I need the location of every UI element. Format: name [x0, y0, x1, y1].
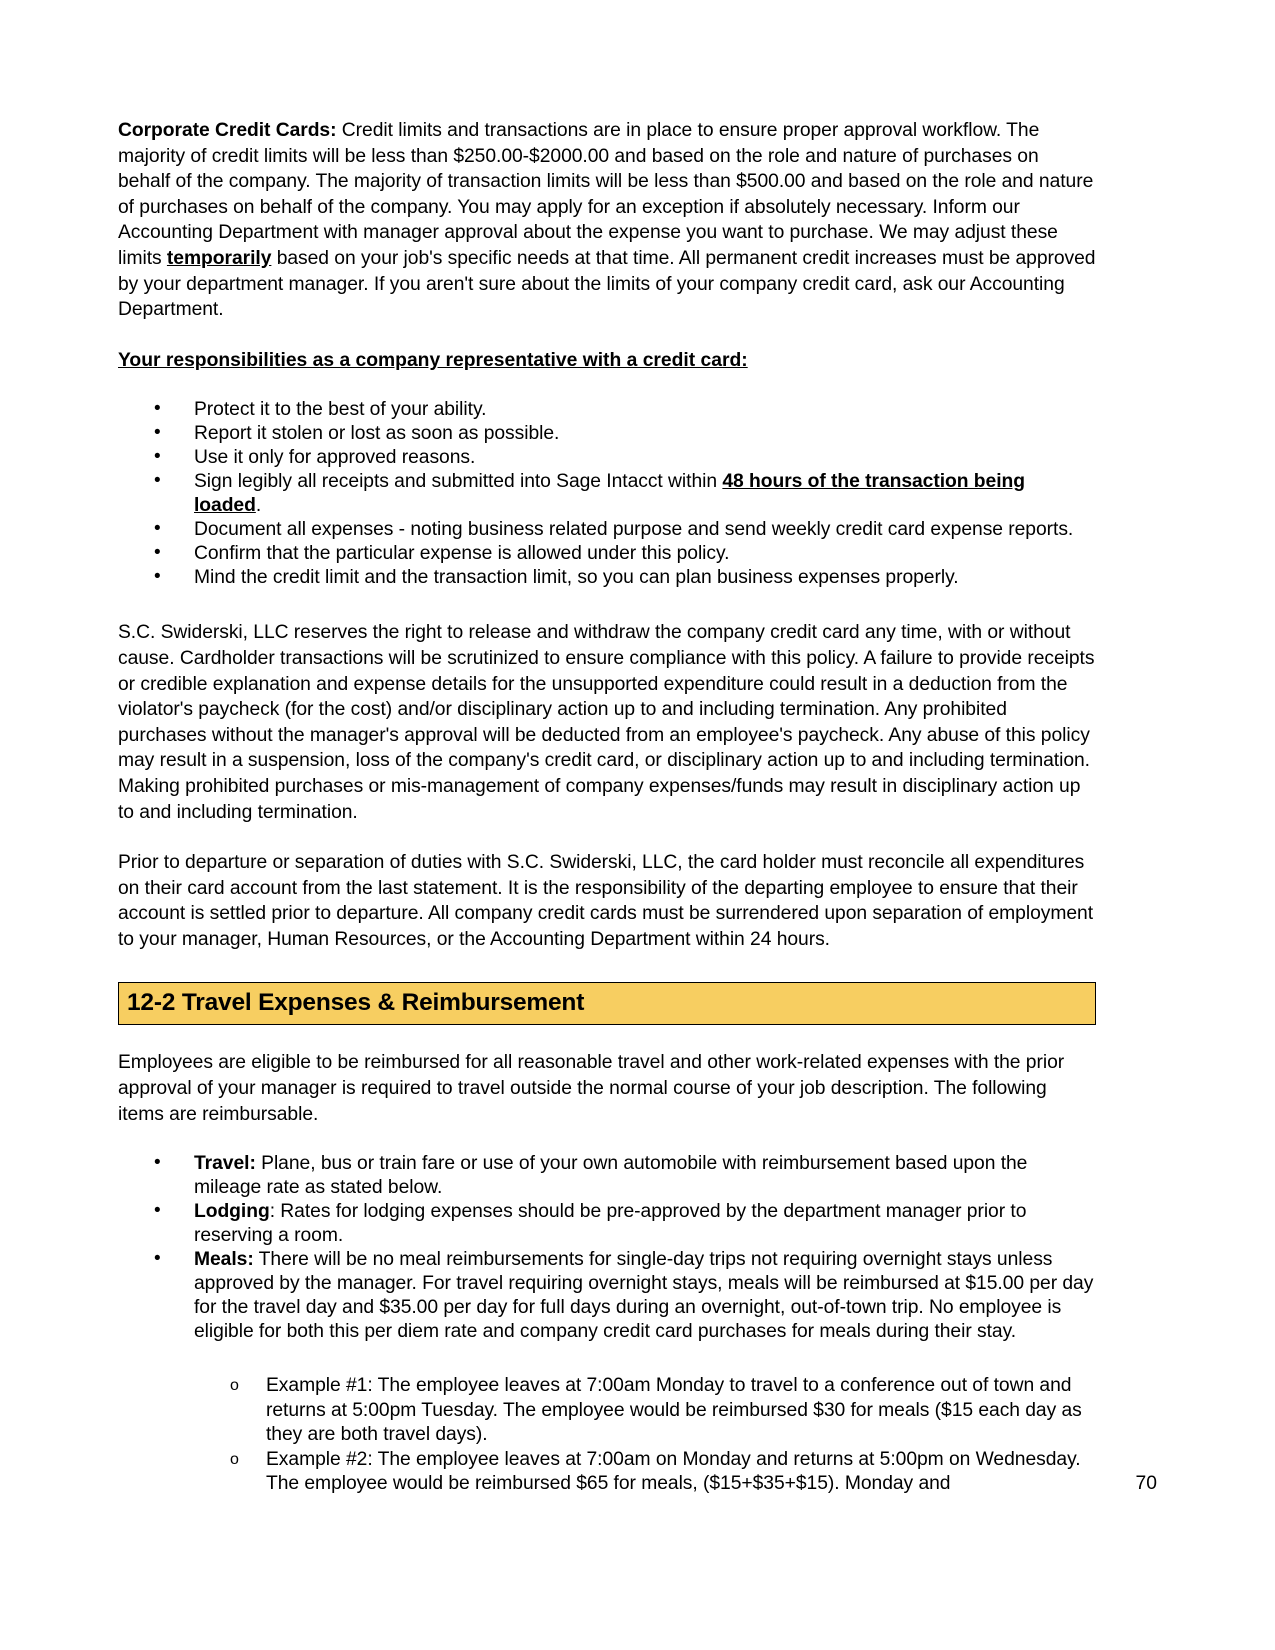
list-item-text: There will be no meal reimbursements for single-day trips not requiring overnight stays unless approved by the manager. For travel requiring overnight stays, meals will be reimbursed at $15.00 per day for the travel day and $35.00 per day for full days during an overnight, out-of-town trip. No employee is eligible for both this per diem rate and company credit card purchases for meals during their stay. [194, 1249, 1094, 1343]
policy-paragraph-1: S.C. Swiderski, LLC reserves the right to release and withdraw the company credit card any time, with or without cause. Cardholder transactions will be scrutinized to ensure compliance with this policy. A failure to provide receipts or credible explanation and expense details for the unsupported expenditure could result in a deduction from the violator's paycheck (for the cost) and/or disciplinary action up to and including termination. Any prohibited purchases without the manager's approval will be deducted from an employee's paycheck. Any abuse of this policy may result in a suspension, loss of the company's credit card, or disciplinary action up to and including termination. Making prohibited purchases or mis-management of company expenses/funds may result in disciplinary action up to and including termination. [118, 622, 1095, 823]
spacer [118, 590, 1096, 620]
list-item-label: Travel: [194, 1153, 256, 1175]
list-item-text: Mind the credit limit and the transaction limit, so you can plan business expenses properly. [194, 567, 959, 589]
list-item-text: Plane, bus or train fare or use of your own automobile with reimbursement based upon the mileage rate as stated below. [194, 1153, 1028, 1199]
list-item [118, 566, 1096, 590]
list-item-text: Example #1: The employee leaves at 7:00am Monday to travel to a conference out of town and returns at 5:00pm Tuesday. The employee would be reimbursed $30 for meals ($15 each day as they are both travel days). [266, 1375, 1082, 1446]
list-item [118, 470, 1096, 518]
responsibilities-list [118, 398, 1096, 590]
spacer [118, 373, 1096, 398]
corporate-credit-cards-label: Corporate Credit Cards: [118, 120, 337, 141]
temporarily-emphasis: temporarily [166, 247, 272, 269]
page-number: 70 [1135, 1473, 1157, 1494]
corporate-credit-cards-text: Credit limits and transactions are in place to ensure proper approval workflow. The majority of credit limits will be less than $250.00-$2000.00 and based on the role and nature of purchases on behalf of the company. The majority of transaction limits will be less than $500.00 and based on the role and nature of purchases on behalf of the company. You may apply for an exception if absolutely necessary. Inform our Accounting Department with manager approval about the expense you want to purchase. We may adjust these limits [118, 120, 1094, 269]
page-content [118, 118, 1096, 1497]
list-item-text: Document all expenses - noting business related purpose and send weekly credit card expense reports. [194, 519, 1074, 541]
responsibilities-heading: Your responsibilities as a company representative with a credit card: [118, 349, 748, 371]
list-item-text: Example #2: The employee leaves at 7:00am on Monday and returns at 5:00pm on Wednesday. The employee would be reimbursed $65 for meals, ($15+$35+$15). Monday and [266, 1448, 1081, 1495]
list-item-emphasis: 48 hours of the transaction being loaded [194, 471, 1025, 517]
travel-examples-list [118, 1374, 1096, 1497]
list-item-text-tail: . [255, 495, 262, 517]
spacer [118, 1025, 1096, 1050]
list-item-text: Sign legibly all receipts and submitted into Sage Intacct within [194, 471, 723, 493]
list-item-text: Report it stolen or lost as soon as possible. [194, 423, 560, 445]
list-item [118, 1152, 1096, 1200]
corporate-credit-cards-text-tail: based on your job's specific needs at that time. All permanent credit increases must be approved by your department manager. If you aren't sure about the limits of your company credit card, ask our Accounting Department. [118, 247, 1096, 321]
travel-intro-paragraph: Employees are eligible to be reimbursed for all reasonable travel and other work-related expenses with the prior approval of your manager is required to travel outside the normal course of your job description. The following items are reimbursable. [118, 1052, 1065, 1125]
list-item-text: Confirm that the particular expense is allowed under this policy. [194, 543, 730, 565]
list-item [118, 1200, 1096, 1248]
list-item [118, 542, 1096, 566]
list-item-label: Lodging [194, 1201, 270, 1223]
travel-section-banner [118, 982, 1096, 1025]
spacer [118, 952, 1096, 982]
list-item [118, 1448, 1096, 1497]
spacer [118, 1127, 1096, 1152]
corporate-credit-cards-paragraph [118, 118, 1096, 323]
list-item [118, 1248, 1096, 1344]
list-item-label: Meals: [194, 1249, 254, 1271]
list-item [118, 518, 1096, 542]
list-item [118, 1374, 1096, 1448]
spacer [118, 1344, 1096, 1374]
list-item [118, 446, 1096, 470]
policy-paragraph-2: Prior to departure or separation of duties with S.C. Swiderski, LLC, the card holder must reconcile all expenditures on their card account from the last statement. It is the responsibility of the departing employee to ensure that their account is settled prior to departure. All company credit cards must be surrendered upon separation of employment to your manager, Human Resources, or the Accounting Department within 24 hours. [118, 852, 1094, 950]
travel-section-title: 12-2 Travel Expenses & Reimbursement [127, 989, 585, 1017]
list-item [118, 398, 1096, 422]
list-item-text: : Rates for lodging expenses should be pre-approved by the department manager prior to reserving a room. [194, 1201, 1027, 1247]
list-item-text: Use it only for approved reasons. [194, 447, 476, 469]
list-item-text: Protect it to the best of your ability. [194, 399, 487, 421]
list-item [118, 422, 1096, 446]
travel-items-list [118, 1152, 1096, 1344]
spacer [118, 323, 1096, 348]
spacer [118, 825, 1096, 850]
